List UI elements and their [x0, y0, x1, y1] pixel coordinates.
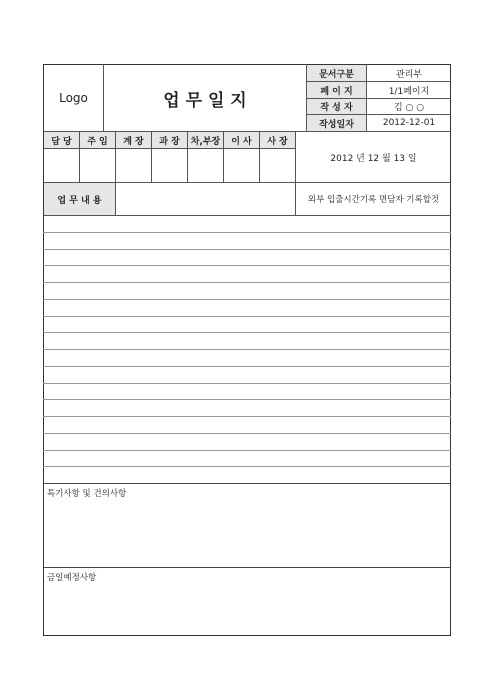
- divider: [115, 182, 116, 215]
- divider: [43, 483, 451, 484]
- ruled-line: [43, 299, 451, 300]
- ruled-line: [43, 366, 451, 367]
- special-notes-label: 특기사항 및 건의사항: [47, 489, 127, 499]
- work-content-label: 업 무 내 용: [57, 195, 102, 206]
- approval-position: 사 장: [267, 136, 288, 147]
- ruled-line: [43, 316, 451, 317]
- approval-position: 담 당: [51, 136, 72, 147]
- approval-position: 차,부장: [190, 136, 221, 147]
- logo: Logo: [59, 91, 88, 105]
- page-title: 업 무 일 지: [163, 90, 247, 111]
- info-value-page: 1/1페이지: [388, 86, 430, 97]
- info-label-author: 작 성 자: [320, 102, 353, 113]
- divider: [43, 215, 451, 216]
- ruled-line: [43, 416, 451, 417]
- ruled-line: [43, 332, 451, 333]
- ruled-line: [43, 265, 451, 266]
- ruled-line: [43, 249, 451, 250]
- ruled-line: [43, 466, 451, 467]
- ruled-line: [43, 399, 451, 400]
- plan-area[interactable]: [44, 584, 450, 635]
- approval-position: 과 장: [159, 136, 180, 147]
- ruled-line: [43, 450, 451, 451]
- info-label-page: 페 이 지: [320, 86, 353, 97]
- approval-position: 이 사: [231, 136, 252, 147]
- ruled-line: [43, 433, 451, 434]
- info-label-date: 작성일자: [319, 119, 354, 130]
- work-note: 외부 입출시간기록 면담자 기록할것: [307, 195, 440, 205]
- ruled-line: [43, 232, 451, 233]
- ruled-line: [43, 383, 451, 384]
- ruled-line: [43, 282, 451, 283]
- approval-position: 주 임: [87, 136, 108, 147]
- report-date: 2012 년 12 월 13 일: [330, 153, 417, 164]
- plan-label: 금일예정사항: [47, 573, 97, 583]
- info-label-category: 문서구분: [319, 69, 354, 80]
- info-value-date: 2012-12-01: [382, 118, 436, 128]
- divider: [43, 567, 451, 568]
- divider: [43, 148, 295, 149]
- ruled-line: [43, 349, 451, 350]
- info-value-category: 관리부: [395, 69, 423, 80]
- approval-position: 계 장: [123, 136, 144, 147]
- info-value-author: 김 ○ ○: [393, 102, 425, 113]
- special-notes-area[interactable]: [44, 500, 450, 566]
